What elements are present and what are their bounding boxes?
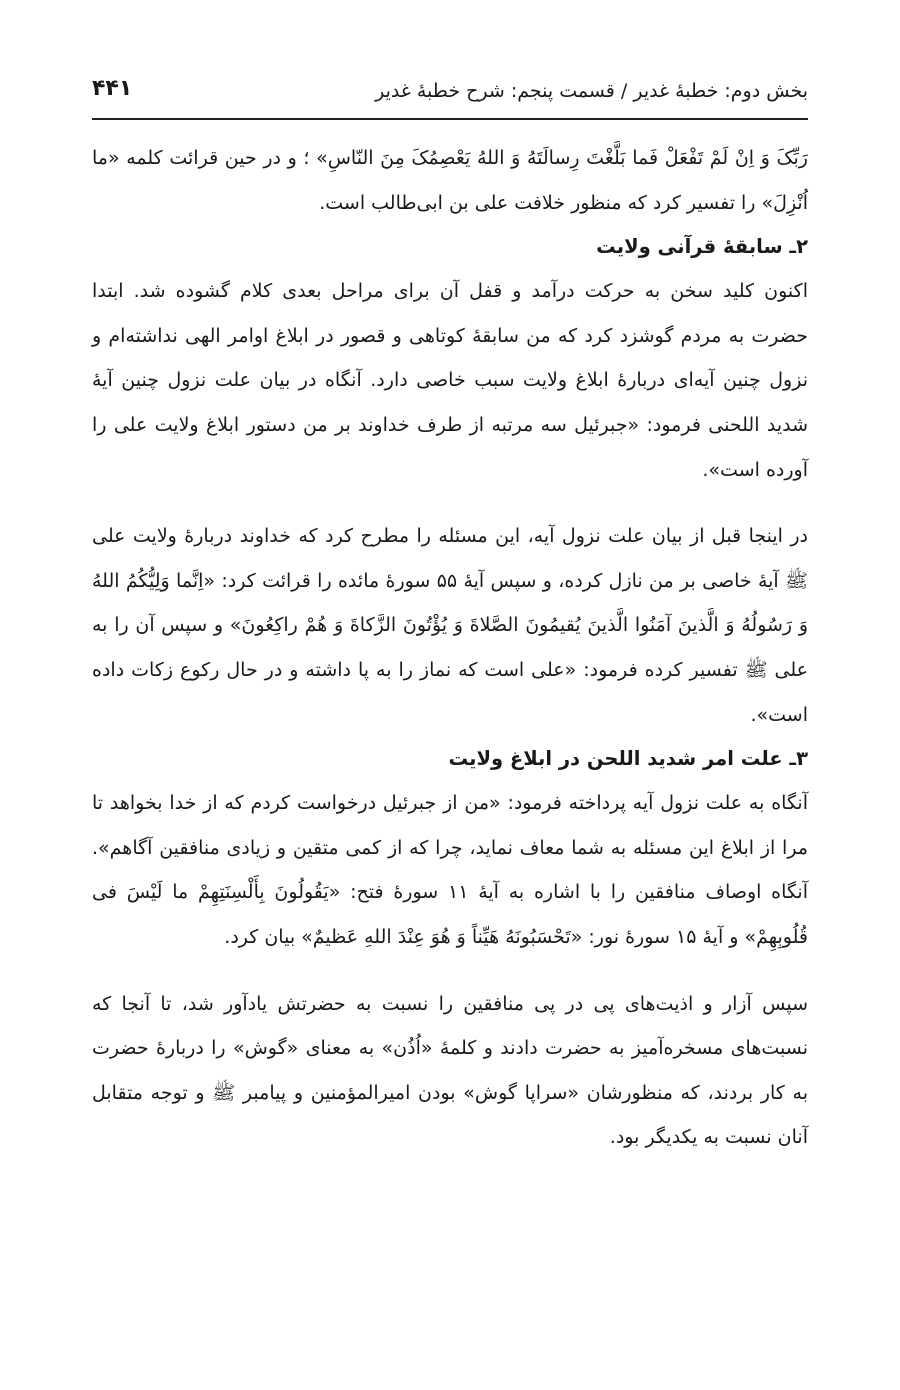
page-header [92, 70, 808, 120]
section-heading-3: ۳ـ علت امر شدید اللحن در ابلاغ ولایت [448, 747, 808, 771]
section-heading-2: ۲ـ سابقهٔ قرآنی ولایت [596, 235, 808, 259]
paragraph-5: سپس آزار و اذیت‌های پی در پی منافقین را نسبت به حضرتش یادآور شد، تا آنجا که نسبت‌های مسخره‌آمیز به حضرت دادند و کلمهٔ «اُذُن» به معنای «گوش» را دربارهٔ حضرت به کار بردند، که منظورشان «سراپا گوش» بودن امیرالمؤمنین و پیامبر ﷺ و توجه متقابل آنان نسبت به یکدیگر بود. [92, 992, 808, 1149]
paragraph-1: رَبِّکَ وَ اِنْ لَمْ تَفْعَلْ فَما بَلَّغْتَ رِسالَتَهُ وَ اللهُ یَعْصِمُکَ مِنَ النّاسِ» ؛ و در حین قرائت کلمه «ما اُنْزِلَ» را تفسیر کرد که منظور خلافت علی بن ابی‌طالب است. [92, 147, 808, 214]
paragraph-3: در اینجا قبل از بیان علت نزول آیه، این مسئله را مطرح کرد که خداوند دربارهٔ ولایت علی ﷺ آیهٔ خاصی بر من نازل کرده، و سپس آیهٔ ۵۵ سورهٔ مائده را قرائت کرد: «اِنَّما وَلِیُّکُمُ اللهُ وَ رَسُولُهُ وَ الَّذینَ آمَنُوا الَّذینَ یُقیمُونَ الصَّلاةَ وَ یُؤْتُونَ الزَّکاةَ وَ هُمْ راکِعُونَ» و سپس آن را به علی ﷺ تفسیر کرده فرمود: «علی است که نماز را به پا داشته و در حال رکوع زکات داده است». [92, 525, 808, 726]
paragraph-2: اکنون کلید سخن به حرکت درآمد و قفل آن برای مراحل بعدی کلام گشوده شد. ابتدا حضرت به مردم گوشزد کرد که من سابقهٔ کوتاهی و قصور در ابلاغ اوامر الهی نداشته‌ام و نزول چنین آیه‌ای دربارهٔ ابلاغ ولایت سبب خاصی دارد. آنگاه در بیان علت نزول چنین آیهٔ شدید اللحنی فرمود: «جبرئیل سه مرتبه از طرف خداوند بر من دستور ابلاغ ولایت علی را آورده است». [92, 280, 808, 481]
paragraph-4: آنگاه به علت نزول آیه پرداخته فرمود: «من از جبرئیل درخواست کردم که از خدا بخواهد تا مرا از ابلاغ این مسئله به شما معاف نماید، چرا که از کمی متقین و زیادی منافقین آگاهم». آنگاه اوصاف منافقین را با اشاره به آیهٔ ۱۱ سورهٔ فتح: «یَقُولُونَ بِأَلْسِنَتِهِمْ ما لَیْسَ فی قُلُوبِهِمْ» و آیهٔ ۱۵ سورهٔ نور: «تَحْسَبُونَهُ هَیِّناً وَ هُوَ عِنْدَ اللهِ عَظیمٌ» بیان کرد. [92, 792, 808, 948]
running-title: بخش دوم: خطبهٔ غدیر / قسمت پنجم: شرح خطبهٔ غدیر [375, 80, 808, 102]
page-number: ۴۴۱ [92, 76, 133, 101]
book-page [92, 0, 808, 1390]
page-body [92, 136, 808, 1160]
